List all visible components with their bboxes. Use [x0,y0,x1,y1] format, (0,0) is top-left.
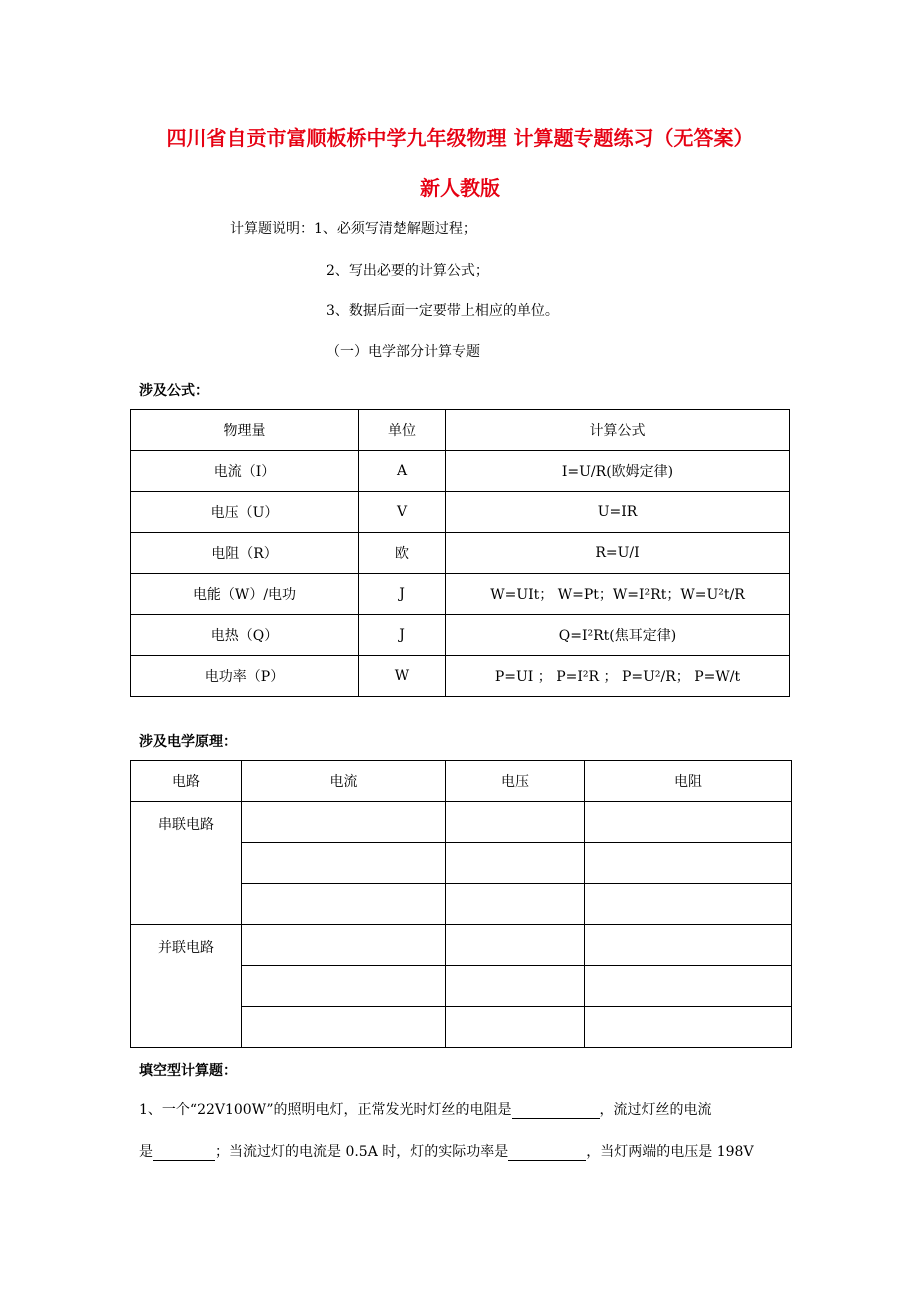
header-cell: 计算公式 [446,410,790,451]
fill-heading: 填空型计算题： [139,1063,237,1079]
unit-cell: A [359,451,446,492]
answer-blank[interactable] [153,1144,215,1161]
empty-cell[interactable] [446,966,585,1007]
table-row [131,615,790,656]
empty-cell[interactable] [242,925,446,966]
formulas-heading: 涉及公式： [139,383,209,399]
table-header-row [131,761,792,802]
instruction-3: 3、数据后面一定要带上相应的单位。 [326,303,559,319]
question-1-line-2 [139,1141,754,1161]
instruction-2: 2、写出必要的计算公式； [326,263,489,279]
quantity-cell: 电压（U） [131,492,359,533]
empty-cell[interactable] [242,802,446,843]
formula-table [130,409,790,697]
empty-cell[interactable] [585,925,792,966]
empty-cell[interactable] [242,966,446,1007]
parallel-circuit-cell: 并联电路 [131,925,242,1048]
table-row [131,451,790,492]
section-heading: （一）电学部分计算专题 [326,344,480,360]
header-cell: 电路 [131,761,242,802]
empty-cell[interactable] [446,843,585,884]
header-cell: 电压 [446,761,585,802]
unit-cell: V [359,492,446,533]
title-line-2: 新人教版 [420,176,500,200]
header-cell: 电流 [242,761,446,802]
unit-cell: W [359,656,446,697]
empty-cell[interactable] [242,884,446,925]
instruction-1: 计算题说明：1、必须写清楚解题过程； [230,221,477,237]
title-line-1: 四川省自贡市富顺板桥中学九年级物理 计算题专题练习（无答案） [166,126,754,150]
empty-cell[interactable] [585,802,792,843]
answer-blank[interactable] [512,1102,600,1119]
question-text: ，当灯两端的电压是 198V [586,1144,754,1160]
answer-blank[interactable] [508,1144,586,1161]
table-header-row [131,410,790,451]
empty-cell[interactable] [446,884,585,925]
empty-cell[interactable] [585,884,792,925]
formula-cell: U=IR [446,492,790,533]
formula-cell: Q=I²Rt(焦耳定律) [446,615,790,656]
quantity-cell: 电功率（P） [131,656,359,697]
formula-cell: R=U/I [446,533,790,574]
empty-cell[interactable] [242,1007,446,1048]
header-cell: 电阻 [585,761,792,802]
quantity-cell: 电热（Q） [131,615,359,656]
principle-table [130,760,792,1048]
empty-cell[interactable] [585,966,792,1007]
question-text: ，流过灯丝的电流 [599,1102,712,1118]
quantity-cell: 电流（I） [131,451,359,492]
empty-cell[interactable] [585,843,792,884]
table-row [131,656,790,697]
question-1-line-1 [139,1099,712,1119]
empty-cell[interactable] [242,843,446,884]
empty-cell[interactable] [585,1007,792,1048]
unit-cell: J [359,615,446,656]
principles-heading: 涉及电学原理： [139,734,237,750]
formula-cell: P=UI ； P=I²R ； P=U²/R； P=W/t [446,656,790,697]
empty-cell[interactable] [446,1007,585,1048]
quantity-cell: 电能（W）/电功 [131,574,359,615]
empty-cell[interactable] [446,925,585,966]
table-row [131,492,790,533]
question-text: ；当流过灯的电流是 0.5A 时，灯的实际功率是 [215,1144,509,1160]
table-row [131,925,792,966]
question-text: 是 [139,1144,153,1160]
formula-cell: W=UIt； W=Pt；W=I²Rt；W=U²t/R [446,574,790,615]
quantity-cell: 电阻（R） [131,533,359,574]
unit-cell: 欧 [359,533,446,574]
question-text: 1、一个“22V100W”的照明电灯，正常发光时灯丝的电阻是 [139,1102,512,1118]
unit-cell: J [359,574,446,615]
series-circuit-cell: 串联电路 [131,802,242,925]
table-row [131,574,790,615]
header-cell: 物理量 [131,410,359,451]
header-cell: 单位 [359,410,446,451]
table-row [131,533,790,574]
formula-cell: I=U/R(欧姆定律) [446,451,790,492]
table-row [131,802,792,843]
empty-cell[interactable] [446,802,585,843]
